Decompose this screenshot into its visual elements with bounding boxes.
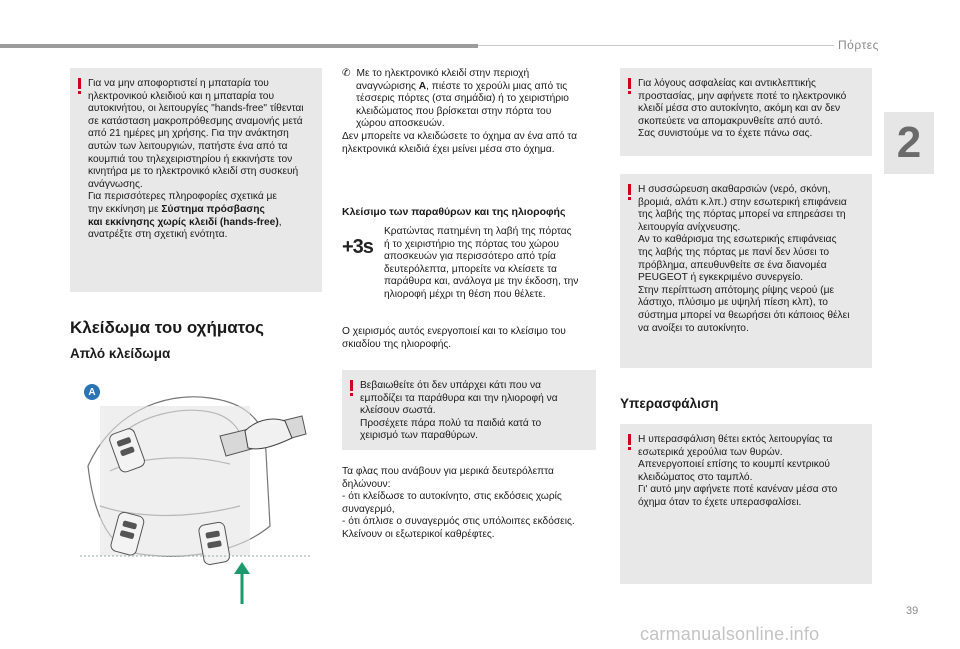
warning-exclamation-icon [627,78,632,95]
warning-box-windows: Βεβαιωθείτε ότι δεν υπάρχει κάτι που να εμποδίζει τα παράθυρα και την ηλιοροφή να κλείσουν σωστά. Προσέχετε πάρα πολύ τα παιδιά κατά το χειρισμό των παραθύρων. [342,370,596,450]
warning-box-security: Για λόγους ασφαλείας και αντικλεπτικής προστασίας, μην αφήνετε ποτέ το ηλεκτρονικό κλειδί μέσα στο αυτοκίνητο, ακόμη και αν δεν σκοπεύετε να απομακρυνθείτε από αυτό. Σας συνιστούμε να το έχετε πάνω σας. [620,68,872,156]
heading-vehicle-locking: Κλείδωμα του οχήματος [70,318,265,337]
warning-box-dirt: Η συσσώρευση ακαθαρσιών (νερό, σκόνη, βρομιά, αλάτι κ.λπ.) στην εσωτερική επιφάνεια της λαβής της πόρτας μπορεί να επηρεάσει τη λειτουργία ανίχνευσης. Αν το καθάρισμα της εσωτερικής επιφάνειας της λαβής της πόρτας με πανί δεν λύσει το πρόβλημα, απευθυνθείτε σε ένα διανομέα PEUGEOT ή εγκεκριμένο συνεργείο. Στην περίπτωση απότομης ρίψης νερού (με λάστιχο, πλύσιμο με υψηλή πίεση κλπ), το σύστημα μπορεί να θεωρήσει ότι κάποιος θέλει να ανοίξει το αυτοκίνητο. [620,174,872,368]
key-bullet-icon: ✆ [342,68,351,79]
middle-para-3: Τα φλας που ανάβουν για μερικά δευτερόλεπτα δηλώνουν: - ότι κλείδωσε το αυτοκίνητο, στις εκδόσεις χωρίς συναγερμό, - ότι όπλισε ο συναγερμός στις υπόλοιπες εκδόσεις. Κλείνουν οι εξωτερικοί καθρέφτες. [342,466,575,540]
warning-box-deadlock: Η υπερασφάλιση θέτει εκτός λειτουργίας τα εσωτερικά χερούλια των θυρών. Απενεργοποιεί επίσης το κουμπί κεντρικού κλειδώματος στο ταμπλό. Γι' αυτό μην αφήνετε ποτέ κανέναν μέσα στο όχημα όταν το έχετε υπερασφαλίσει. [620,424,872,584]
figure-label-a: A [84,384,100,400]
car-key-illustration [70,376,320,606]
heading-windows-closing: Κλείσιμο των παραθύρων και της ηλιοροφής [342,206,566,218]
heading-simple-locking: Απλό κλείδωμα [70,346,171,361]
warning-exclamation-icon [627,434,632,451]
cross-ref-bold-2[interactable]: και εκκίνησης χωρίς κλειδί (hands-free) [88,216,279,228]
cross-ref-bold-1[interactable]: Σύστημα πρόσβασης [161,203,265,215]
heading-deadlocking: Υπερασφάλιση [620,396,719,411]
middle-para-2: Ο χειρισμός αυτός ενεργοποιεί και το κλείσιμο του σκιαδίου της ηλιοροφής. [342,326,566,350]
middle-para-1: ✆ Με το ηλεκτρονικό κλειδί στην περιοχή αναγνώρισης A, πιέστε το χερούλι μιας από τις τέσσερις πόρτες (στα σημάδια) ή το χειριστήριο κλειδώματος που βρίσκεται στην πόρτα του χώρου αποσκευών. Δεν μπορείτε να κλειδώσετε το όχημα αν ένα από τα ηλεκτρονικά κλειδιά έχει μείνει μέσα στο όχημα. [342,68,578,155]
page-number: 39 [906,605,919,617]
watermark: carmanualsonline.info [640,624,820,644]
chapter-tab [884,112,934,174]
header-rule-thin [478,45,834,46]
warning-box-battery [70,68,322,292]
section-title: Πόρτες [838,38,879,52]
chapter-number: 2 [896,118,922,167]
warning-exclamation-icon [627,184,632,201]
windows-text: Κρατώντας πατημένη τη λαβή της πόρτας ή το χειριστήριο της πόρτας του χώρου αποσκευών για περισσότερο από τρία δευτερόλεπτα, μπορείτε να κλείσετε τα παράθυρα και, ανάλογα με την έκδοση, την ηλιοροφή μέχρι τη θέση που θέλετε. [384,226,579,300]
warning-exclamation-icon [349,380,354,397]
warning-text: Για να μην αποφορτιστεί η μπαταρία του ηλεκτρονικού κλειδιού και η μπαταρία του αυτοκινήτου, οι λειτουργίες "hands-free" τίθενται σε κατάσταση μακροπρόθεσμης αναμονής μετά από 21 ημέρες μη χρήσης. Για την ανάκτηση αυτών των λειτουργιών, πατήστε ένα από τα κουμπιά του τηλεχειριστηρίου ή εκκινήστε τον κινητήρα με το ηλεκτρονικό κλειδί στη συσκευή ανάγνωσης. Για περισσότερες πληροφορίες σχετικά με την εκκίνηση με Σύστημα πρόσβασης και εκκίνησης χωρίς κλειδί (hands-free), ανατρέξτε στη σχετική ενότητα. [88,78,304,241]
hold-3s-icon: +3s [342,236,373,258]
header-rule [0,44,478,48]
warning-exclamation-icon [77,78,82,95]
